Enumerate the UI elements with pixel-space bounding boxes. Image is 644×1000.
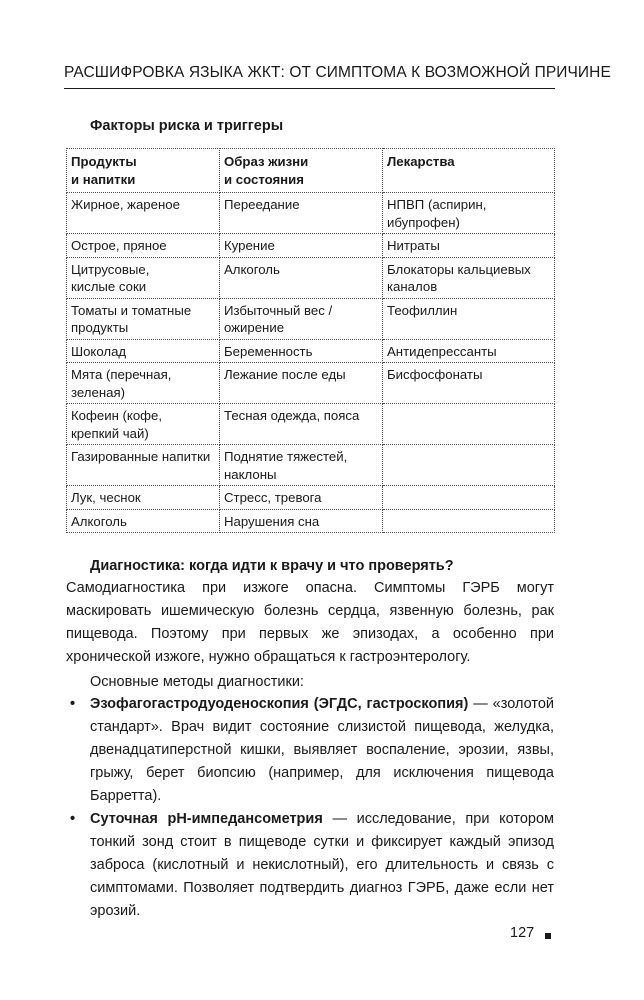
table-header-row [67,149,555,193]
cell-line: Шоколад [71,343,127,359]
table-cell [220,363,383,404]
table-row [67,193,555,234]
cell-line: Беременность [224,343,313,359]
cell-line: Алкоголь [71,513,127,529]
column-header-lifestyle: Образ жизни и состояния [220,149,383,193]
bullet-icon: • [70,696,76,712]
methods-list [66,693,554,923]
table-cell [383,404,555,445]
table-cell [220,404,383,445]
cell-line: Нарушения сна [224,513,320,529]
cell-line: наклоны [224,466,277,482]
table-row [67,234,555,258]
table-cell [220,298,383,339]
cell-line: зеленая) [71,384,125,400]
table-cell [383,486,555,510]
cell-line: Поднятие тяжестей, [224,449,348,464]
cell-line: каналов [387,279,438,294]
cell-line: Острое, пряное [71,238,167,253]
table-cell [383,445,555,486]
cell-line: Мята (перечная, [71,367,172,382]
cell-line: ибупрофен) [387,214,460,230]
table-cell [67,445,220,486]
page-number: 127 [510,925,535,941]
table-cell [67,298,220,339]
table-row [67,404,555,445]
cell-line: Лежание после еды [224,367,346,382]
table-row [67,486,555,510]
table-cell [383,363,555,404]
table-cell [220,234,383,258]
table-row [67,339,555,363]
cell-line: Теофиллин [387,302,458,318]
table-cell [67,404,220,445]
risk-factors-table [66,148,555,533]
table-row [67,363,555,404]
cell-line [387,407,550,425]
table-cell [67,509,220,533]
method-text: — «золотой стандарт». Врач видит состояние слизистой пищевода, желудка, двенадцатиперстной кишки, выявляет воспаление, эрозии, язвы, грыжу, берет биопсию (например, для исключения пищевода Барретта). [90,696,554,804]
table-cell [383,193,555,234]
cell-line: Жирное, жареное [71,197,180,212]
cell-line: Курение [224,238,275,253]
table-cell [383,234,555,258]
risk-table-title: Факторы риска и триггеры [90,118,284,134]
bullet-icon: • [70,811,76,827]
column-header-medications: Лекарства [383,149,555,193]
cell-line: продукты [71,320,129,335]
methods-intro: Основные методы диагностики: [90,674,304,690]
cell-line: Бисфосфонаты [387,367,483,382]
method-name: Суточная pH-импедансометрия [90,811,323,827]
table-cell [220,486,383,510]
table-cell [383,298,555,339]
cell-line: Блокаторы кальциевых [387,261,531,277]
column-header-products: Продукты и напитки [67,149,220,193]
table-row [67,445,555,486]
list-item-ph-impedance [66,808,554,923]
method-text: — исследование, при котором тонкий зонд стоит в пищеводе сутки и фиксирует каждый эпизод заброса (кислотный и некислотный), его длительность и связь с симптомами. Позволяет подтвердить диагноз ГЭРБ, даже если нет эрозий. [90,811,554,919]
table-cell [67,486,220,510]
table-row [67,257,555,298]
table-cell [383,257,555,298]
cell-line: Кофеин (кофе, [71,408,163,423]
cell-line: Лук, чеснок [71,490,141,505]
table-cell [67,193,220,234]
table-cell [220,445,383,486]
table-cell [220,257,383,298]
cell-line: ожирение [224,320,285,335]
cell-line [387,448,550,466]
cell-line: Цитрусовые, [71,261,150,277]
table-cell [220,509,383,533]
cell-line: Нитраты [387,238,440,253]
running-header: РАСШИФРОВКА ЯЗЫКА ЖКТ: ОТ СИМПТОМА К ВОЗМОЖНОЙ ПРИЧИНЕ [64,64,611,81]
list-item-egds [66,693,554,808]
table-cell [67,339,220,363]
cell-line: Газированные напитки [71,449,211,464]
cell-line: Алкоголь [224,261,280,277]
cell-line [387,513,550,531]
header-rule [64,88,555,89]
cell-line [387,489,550,507]
diagnostics-title: Диагностика: когда идти к врачу и что проверять? [90,558,454,574]
table-row [67,298,555,339]
table-cell [383,339,555,363]
table-cell [383,509,555,533]
cell-line: кислые соки [71,279,147,294]
cell-line: крепкий чай) [71,425,149,441]
table-cell [220,193,383,234]
cell-line: Томаты и томатные [71,302,192,318]
table-row [67,509,555,533]
method-name: Эзофагогастродуоденоскопия (ЭГДС, гастроскопия) [90,696,469,712]
cell-line: Антидепрессанты [387,343,497,359]
cell-line: Стресс, тревога [224,490,322,505]
cell-line: Избыточный вес / [224,302,333,318]
table-cell [220,339,383,363]
cell-line: НПВП (аспирин, [387,197,487,212]
table-cell [67,257,220,298]
table-cell [67,234,220,258]
cell-line: Тесная одежда, пояса [224,408,360,423]
page-marker-square-icon [545,933,551,939]
diagnostics-paragraph: Самодиагностика при изжоге опасна. Симптомы ГЭРБ могут маскировать ишемическую болезнь сердца, язвенную болезнь, рак пищевода. Поэтому при первых же эпизодах, а особенно при хронической изжоге, нужно обращаться к гастроэнтерологу. [66,580,554,665]
cell-line: Переедание [224,197,300,212]
table-cell [67,363,220,404]
